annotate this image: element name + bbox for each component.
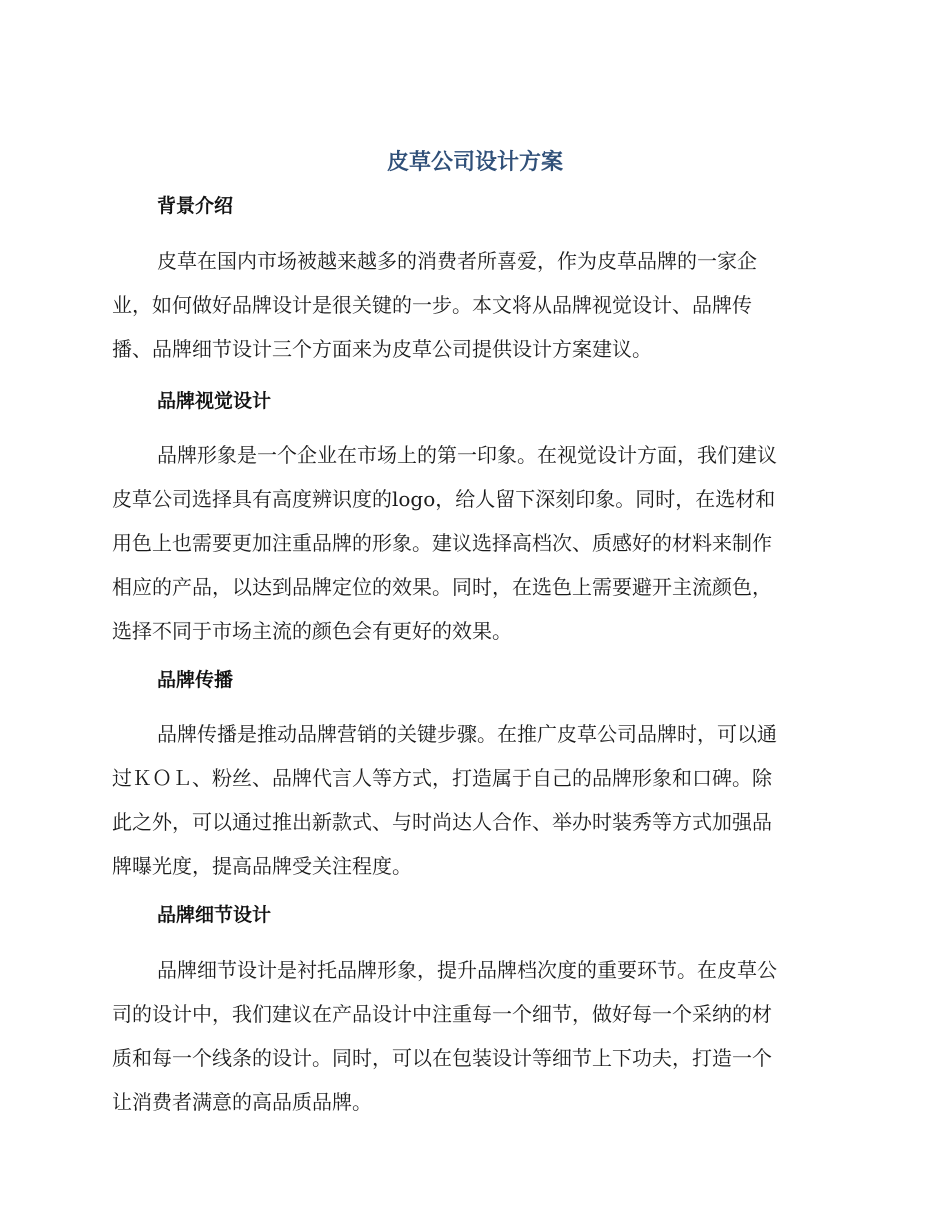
section-heading-detail-design: 品牌细节设计: [157, 904, 272, 926]
paragraph-line: 用色上也需要更加注重品牌的形象。建议选择高档次、质感好的材料来制作: [112, 531, 772, 555]
paragraph-line: 司的设计中，我们建议在产品设计中注重每一个细节，做好每一个采纳的材: [112, 1002, 772, 1026]
paragraph-line: 牌曝光度，提高品牌受关注程度。: [112, 854, 412, 878]
document-title: 皮草公司设计方案: [386, 150, 563, 175]
section-heading-communication: 品牌传播: [157, 669, 234, 691]
paragraph-line: 播、品牌细节设计三个方面来为皮草公司提供设计方案建议。: [112, 337, 652, 361]
paragraph-line: 皮草在国内市场被越来越多的消费者所喜爱，作为皮草品牌的一家企: [157, 249, 757, 273]
paragraph-line: 皮草公司选择具有高度辨识度的logo，给人留下深刻印象。同时，在选材和: [112, 487, 776, 511]
section-paragraph-background: [112, 239, 832, 371]
paragraph-line: 让消费者满意的高品质品牌。: [112, 1090, 372, 1114]
paragraph-line: 品牌形象是一个企业在市场上的第一印象。在视觉设计方面，我们建议: [157, 443, 777, 467]
paragraph-line: 相应的产品，以达到品牌定位的效果。同时，在选色上需要避开主流颜色，: [112, 575, 772, 599]
paragraph-line: 业，如何做好品牌设计是很关键的一步。本文将从品牌视觉设计、品牌传: [112, 293, 752, 317]
section-heading-visual-design: 品牌视觉设计: [157, 390, 272, 412]
paragraph-line: 品牌传播是推动品牌营销的关键步骤。在推广皮草公司品牌时，可以通: [157, 722, 777, 746]
paragraph-line: 此之外，可以通过推出新款式、与时尚达人合作、举办时装秀等方式加强品: [112, 810, 772, 834]
section-paragraph-communication: [112, 712, 832, 888]
paragraph-line: 质和每一个线条的设计。同时，可以在包装设计等细节上下功夫，打造一个: [112, 1046, 772, 1070]
paragraph-line: 品牌细节设计是衬托品牌形象，提升品牌档次度的重要环节。在皮草公: [157, 958, 777, 982]
section-heading-background: 背景介绍: [157, 195, 234, 217]
paragraph-line: 选择不同于市场主流的颜色会有更好的效果。: [112, 619, 512, 643]
section-paragraph-detail-design: [112, 948, 832, 1124]
section-paragraph-visual-design: [112, 433, 832, 653]
paragraph-line: 过ＫＯＬ、粉丝、品牌代言人等方式，打造属于自己的品牌形象和口碑。除: [112, 766, 772, 790]
